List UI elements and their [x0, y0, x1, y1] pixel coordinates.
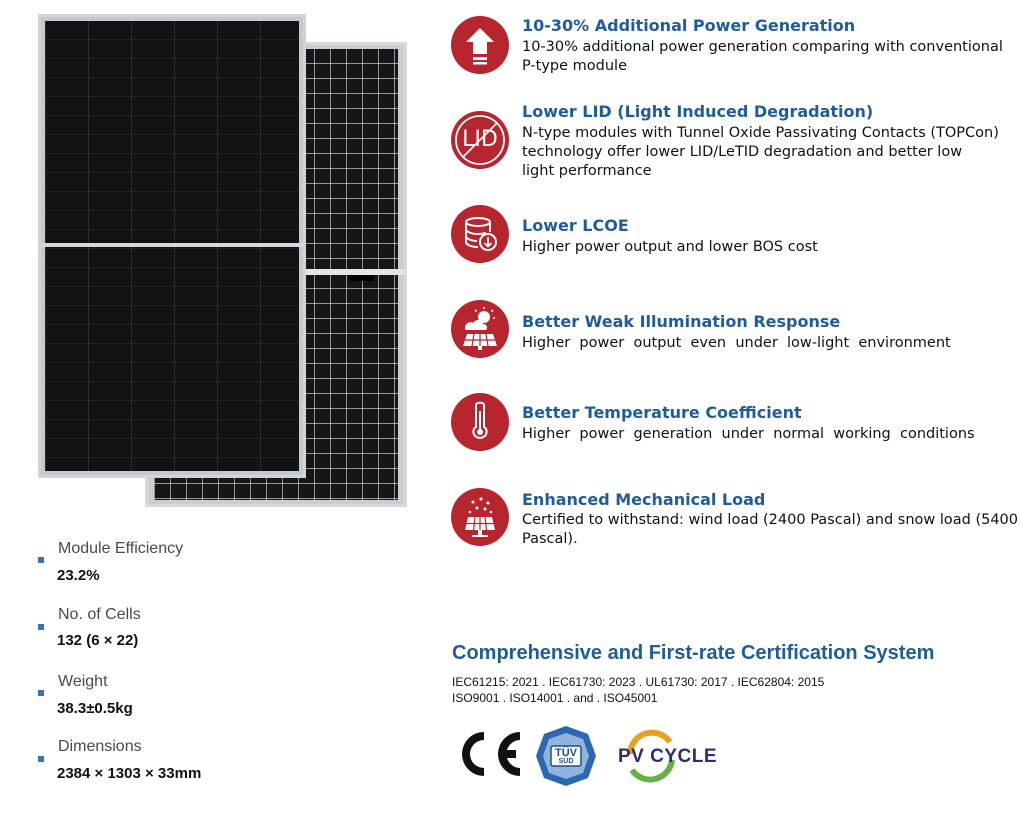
spec-value: 23.2%: [57, 567, 100, 584]
tuv-sud-logo: TÜV SÜD: [534, 724, 598, 788]
certification-iso: ISO9001 . ISO14001 . and . ISO45001: [452, 691, 658, 705]
feature-description: Higher power output even under low-light environment: [522, 335, 951, 351]
feature-title: Lower LID (Light Induced Degradation): [522, 102, 874, 121]
spec-label: Dimensions: [58, 738, 142, 755]
ce-logo: [450, 728, 524, 780]
feature-title: 10-30% Additional Power Generation: [522, 16, 856, 35]
pv-cycle-logo: PV CYCLE: [610, 726, 720, 786]
thermometer-icon: [451, 393, 509, 451]
snow-panel-icon: [451, 488, 509, 546]
spec-value: 132 (6 × 22): [57, 632, 139, 649]
spec-value: 2384 × 1303 × 33mm: [57, 765, 202, 782]
certification-standards: IEC61215: 2021 . IEC61730: 2023 . UL61730: 2017 . IEC62804: 2015: [452, 675, 825, 689]
database-down-icon: [451, 205, 509, 263]
bullet-icon: [38, 557, 44, 563]
feature-description: Certified to withstand: wind load (2400 Pascal) and snow load (5400 Pascal).: [522, 512, 1019, 547]
feature-title: Better Weak Illumination Response: [522, 312, 841, 331]
feature-description: 10-30% additional power generation comparing with conventional P-type module: [522, 39, 1003, 74]
spec-label: Weight: [58, 673, 108, 690]
feature-title: Better Temperature Coefficient: [522, 403, 802, 422]
lid-icon: LID: [451, 111, 509, 169]
junction-box: [348, 275, 374, 281]
spec-label: No. of Cells: [58, 606, 141, 623]
solar-panel-front-image: [38, 14, 306, 478]
feature-title: Lower LCOE: [522, 216, 629, 235]
bullet-icon: [38, 756, 44, 762]
cloud-sun-panel-icon: [451, 300, 509, 358]
feature-title: Enhanced Mechanical Load: [522, 490, 766, 509]
bullet-icon: [38, 690, 44, 696]
spec-label: Module Efficiency: [58, 540, 184, 557]
feature-description: Higher power output and lower BOS cost: [522, 239, 818, 255]
spec-value: 38.3±0.5kg: [57, 700, 133, 717]
certification-title: Comprehensive and First-rate Certification System: [452, 642, 935, 664]
feature-description: Higher power generation under normal working conditions: [522, 426, 975, 442]
bullet-icon: [38, 624, 44, 630]
feature-description: N-type modules with Tunnel Oxide Passivating Contacts (TOPCon) technology offer lower LID/LeTID degradation and better low light performance: [522, 125, 999, 179]
arrow-up-icon: [451, 16, 509, 74]
